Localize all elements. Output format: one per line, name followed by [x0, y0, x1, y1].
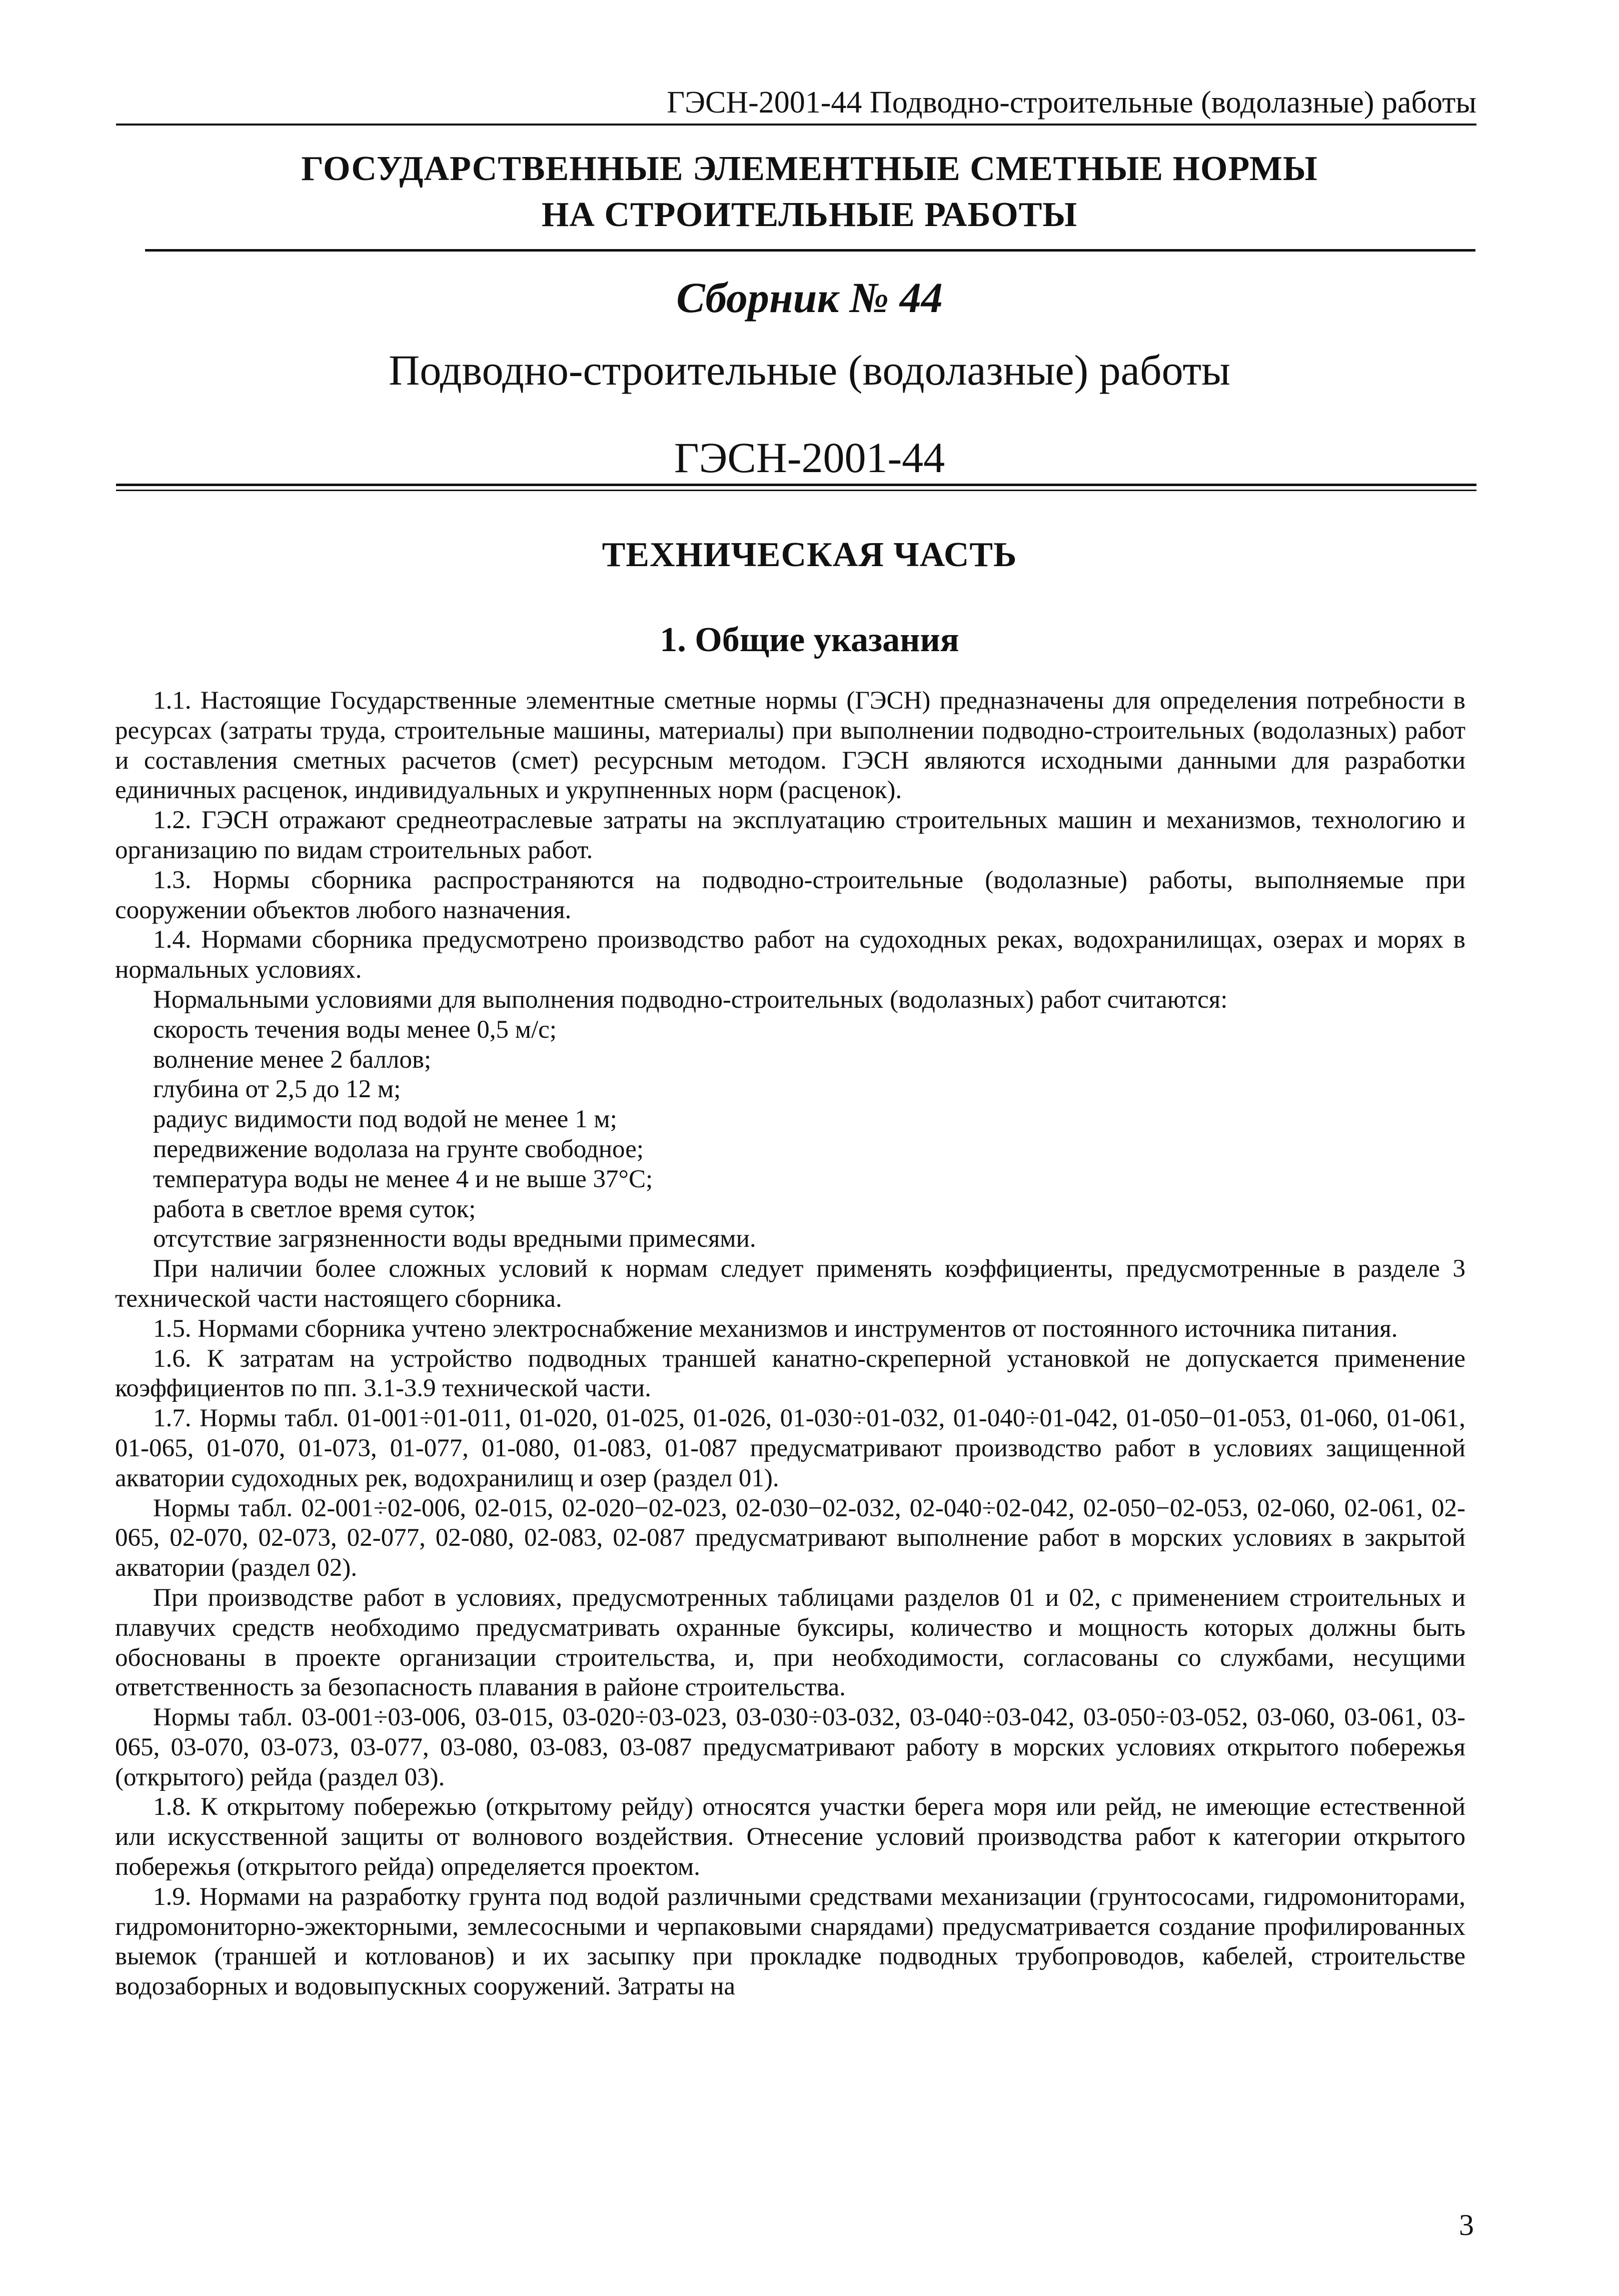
paragraph-1-4: 1.4. Нормами сборника предусмотрено производство работ на судоходных реках, водохранилищах, озерах и морях в нормальных условиях.	[115, 926, 1465, 984]
code-rule-top	[116, 484, 1476, 486]
paragraph-1-8: 1.8. К открытому побережью (открытому рейду) относятся участки берега моря или рейд, не имеющие естественной или искусственной защиты от волнового воздействия. Отнесение условий производства работ к категории открытого побережья (открытого рейда) определяется проектом.	[115, 1793, 1465, 1881]
title-rule	[145, 249, 1475, 252]
condition-item: температура воды не менее 4 и не выше 37°С;	[153, 1165, 653, 1193]
paragraph-1-6: 1.6. К затратам на устройство подводных траншей канатно-скреперной установкой не допускается применение коэффициентов по пп. 3.1-3.9 технической части.	[115, 1344, 1465, 1403]
page-number: 3	[1459, 2208, 1474, 2241]
collection-code: ГЭСН-2001-44	[674, 434, 945, 482]
paragraph-1-5: 1.5. Нормами сборника учтено электроснабжение механизмов и инструментов от постоянного источника питания.	[153, 1314, 1398, 1343]
section-heading: ТЕХНИЧЕСКАЯ ЧАСТЬ	[602, 536, 1017, 574]
condition-item: работа в светлое время суток;	[153, 1195, 476, 1223]
running-header: ГЭСН-2001-44 Подводно-строительные (водолазные) работы	[667, 86, 1476, 120]
condition-item: передвижение водолаза на грунте свободное;	[153, 1135, 644, 1163]
paragraph-1-1: 1.1. Настоящие Государственные элементные сметные нормы (ГЭСН) предназначены для определения потребности в ресурсах (затраты труда, строительные машины, материалы) при выполнении подводно-строительных (водолазных) работ и составления сметных расчетов (смет) ресурсным методом. ГЭСН являются исходными данными для разработки единичных расценок, индивидуальных и укрупненных норм (расценок).	[115, 687, 1465, 805]
paragraph-1-3: 1.3. Нормы сборника распространяются на подводно-строительные (водолазные) работы, выполняемые при сооружении объектов любого назначения.	[115, 866, 1465, 924]
subsection-heading: 1. Общие указания	[660, 621, 959, 659]
paragraph-1-2: 1.2. ГЭСН отражают среднеотраслевые затраты на эксплуатацию строительных машин и механизмов, технологию и организацию по видам строительных работ.	[115, 806, 1465, 864]
tugboats-paragraph: При производстве работ в условиях, предусмотренных таблицами разделов 01 и 02, с применением строительных и плавучих средств необходимо предусматривать охранные буксиры, количество и мощность которых должны быть обоснованы в проекте организации строительства, и, при необходимости, согласованы со службами, несущими ответственность за безопасность плавания в районе строительства.	[115, 1583, 1465, 1702]
collection-name: Подводно-строительные (водолазные) работы	[389, 346, 1230, 394]
condition-item: радиус видимости под водой не менее 1 м;	[153, 1105, 617, 1134]
header-rule	[116, 124, 1476, 126]
condition-item: волнение менее 2 баллов;	[153, 1045, 432, 1074]
norms-section-02-paragraph: Нормы табл. 02-001÷02-006, 02-015, 02-020−02-023, 02-030−02-032, 02-040÷02-042, 02-050−02-053, 02-060, 02-061, 02-065, 02-070, 02-073, 02-077, 02-080, 02-083, 02-087 предусматривают выполнение работ в морских условиях в закрытой акватории (раздел 02).	[115, 1494, 1465, 1582]
main-title-line-2: НА СТРОИТЕЛЬНЫЕ РАБОТЫ	[541, 196, 1078, 234]
main-title	[0, 146, 1619, 238]
norms-section-03-paragraph: Нормы табл. 03-001÷03-006, 03-015, 03-020÷03-023, 03-030÷03-032, 03-040÷03-042, 03-050÷03-052, 03-060, 03-061, 03-065, 03-070, 03-073, 03-077, 03-080, 03-083, 03-087 предусматривают работу в морских условиях открытого побережья (открытого) рейда (раздел 03).	[115, 1703, 1465, 1791]
condition-item: глубина от 2,5 до 12 м;	[153, 1075, 401, 1104]
code-rule-bottom	[116, 490, 1476, 491]
normal-conditions-intro: Нормальными условиями для выполнения подводно-строительных (водолазных) работ считаются:	[153, 985, 1228, 1014]
body-text	[115, 686, 1465, 2002]
paragraph-1-7: 1.7. Нормы табл. 01-001÷01-011, 01-020, 01-025, 01-026, 01-030÷01-032, 01-040÷01-042, 01-050−01-053, 01-060, 01-061, 01-065, 01-070, 01-073, 01-077, 01-080, 01-083, 01-087 предусматривают производство работ в условиях защищенной акватории судоходных рек, водохранилищ и озер (раздел 01).	[115, 1404, 1465, 1492]
condition-item: скорость течения воды менее 0,5 м/с;	[153, 1015, 557, 1044]
condition-item: отсутствие загрязненности воды вредными примесями.	[153, 1225, 756, 1253]
paragraph-1-9: 1.9. Нормами на разработку грунта под водой различными средствами механизации (грунтососами, гидромониторами, гидромониторно-эжекторными, землесосными и черпаковыми снарядами) предусматривается создание профилированных выемок (траншей и котлованов) и их засыпку при прокладке подводных трубопроводов, кабелей, строительстве водозаборных и водовыпускных сооружений. Затраты на	[115, 1882, 1465, 2001]
collection-number: Сборник № 44	[676, 274, 943, 322]
complex-conditions-paragraph: При наличии более сложных условий к нормам следует применять коэффициенты, предусмотренные в разделе 3 технической части настоящего сборника.	[115, 1255, 1465, 1313]
main-title-line-1: ГОСУДАРСТВЕННЫЕ ЭЛЕМЕНТНЫЕ СМЕТНЫЕ НОРМЫ	[301, 150, 1318, 188]
